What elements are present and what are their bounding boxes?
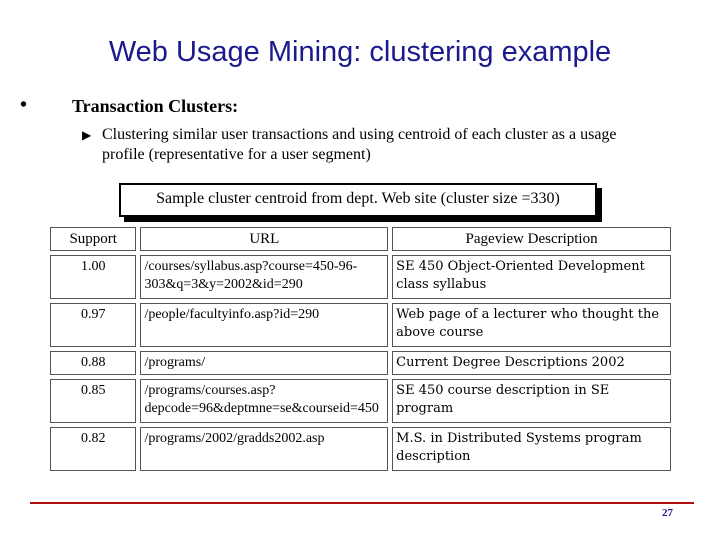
caption-text: Sample cluster centroid from dept. Web site (cluster size =330) [156,190,560,207]
footer-divider [30,502,694,504]
table-row [50,303,671,347]
header-url: URL [140,227,388,251]
table-row [50,379,671,423]
cell-description: M.S. in Distributed Systems program description [392,427,671,471]
cell-support: 0.82 [50,427,136,471]
bullet-dot-icon: • [20,94,28,116]
table-row [50,427,671,471]
slide-title: Web Usage Mining: clustering example [108,36,612,68]
page-number: 27 [662,507,673,519]
cell-description: SE 450 Object-Oriented Development class syllabus [392,255,671,299]
cell-url: /courses/syllabus.asp?course=450-96-303&q=3&y=2002&id=290 [140,255,388,299]
cell-description: Current Degree Descriptions 2002 [392,351,671,375]
cell-support: 0.88 [50,351,136,375]
cell-url: /programs/2002/gradds2002.asp [140,427,388,471]
cell-url: /programs/ [140,351,388,375]
cell-support: 0.85 [50,379,136,423]
bullet1-text: Transaction Clusters: [72,96,239,116]
table-row [50,351,671,375]
table-header-row [50,227,671,251]
bullet2-text: Clustering similar user transactions and using centroid of each cluster as a usage profile (representative for a user segment) [102,126,617,163]
header-pageview-description: Pageview Description [392,227,671,251]
triangle-right-icon: ▶ [82,128,92,142]
cell-description: Web page of a lecturer who thought the above course [392,303,671,347]
table-row [50,255,671,299]
header-support: Support [50,227,136,251]
cell-url: /people/facultyinfo.asp?id=290 [140,303,388,347]
cluster-centroid-table [46,223,675,475]
cell-description: SE 450 course description in SE program [392,379,671,423]
cell-support: 1.00 [50,255,136,299]
cell-support: 0.97 [50,303,136,347]
cell-url: /programs/courses.asp?depcode=96&deptmne=se&courseid=450 [140,379,388,423]
